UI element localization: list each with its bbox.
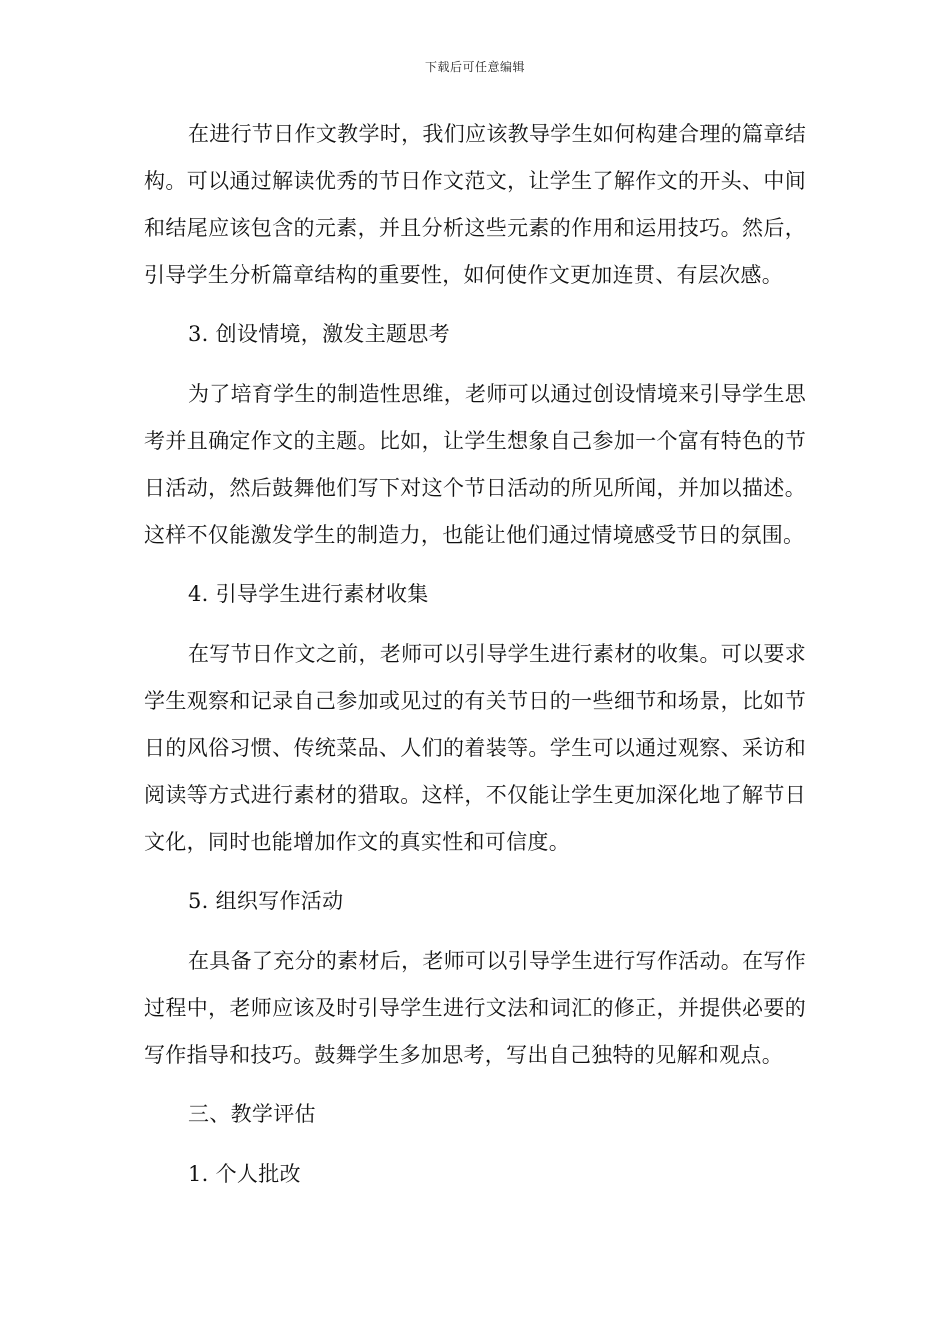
heading-item-5: 5. 组织写作活动 <box>188 889 344 913</box>
section-heading-evaluation: 三、教学评估 <box>188 1102 316 1126</box>
heading-item-3: 3. 创设情境，激发主题思考 <box>188 322 450 346</box>
heading-item-1: 1. 个人批改 <box>188 1162 301 1186</box>
page-header: 下载后可任意编辑 <box>424 60 525 74</box>
paragraph-writing-activity: 在具备了充分的素材后，老师可以引导学生进行写作活动。在写作过程中，老师应该及时引导学生进行文法和词汇的修正，并提供必要的写作指导和技巧。鼓舞学生多加思考，写出自己独特的见解和观点。 <box>144 949 806 1067</box>
document-body <box>144 111 806 1211</box>
heading-item-4: 4. 引导学生进行素材收集 <box>188 582 429 606</box>
paragraph-structure: 在进行节日作文教学时，我们应该教导学生如何构建合理的篇章结构。可以通过解读优秀的节日作文范文，让学生了解作文的开头、中间和结尾应该包含的元素，并且分析这些元素的作用和运用技巧。然后，引导学生分析篇章结构的重要性，如何使作文更加连贯、有层次感。 <box>144 122 806 287</box>
paragraph-materials: 在写节日作文之前，老师可以引导学生进行素材的收集。可以要求学生观察和记录自己参加或见过的有关节日的一些细节和场景，比如节日的风俗习惯、传统菜品、人们的着装等。学生可以通过观察、采访和阅读等方式进行素材的猎取。这样，不仅能让学生更加深化地了解节日文化，同时也能增加作文的真实性和可信度。 <box>144 642 806 854</box>
paragraph-situation: 为了培育学生的制造性思维，老师可以通过创设情境来引导学生思考并且确定作文的主题。比如，让学生想象自己参加一个富有特色的节日活动，然后鼓舞他们写下对这个节日活动的所见所闻，并加以描述。这样不仅能激发学生的制造力，也能让他们通过情境感受节日的氛围。 <box>144 382 806 547</box>
